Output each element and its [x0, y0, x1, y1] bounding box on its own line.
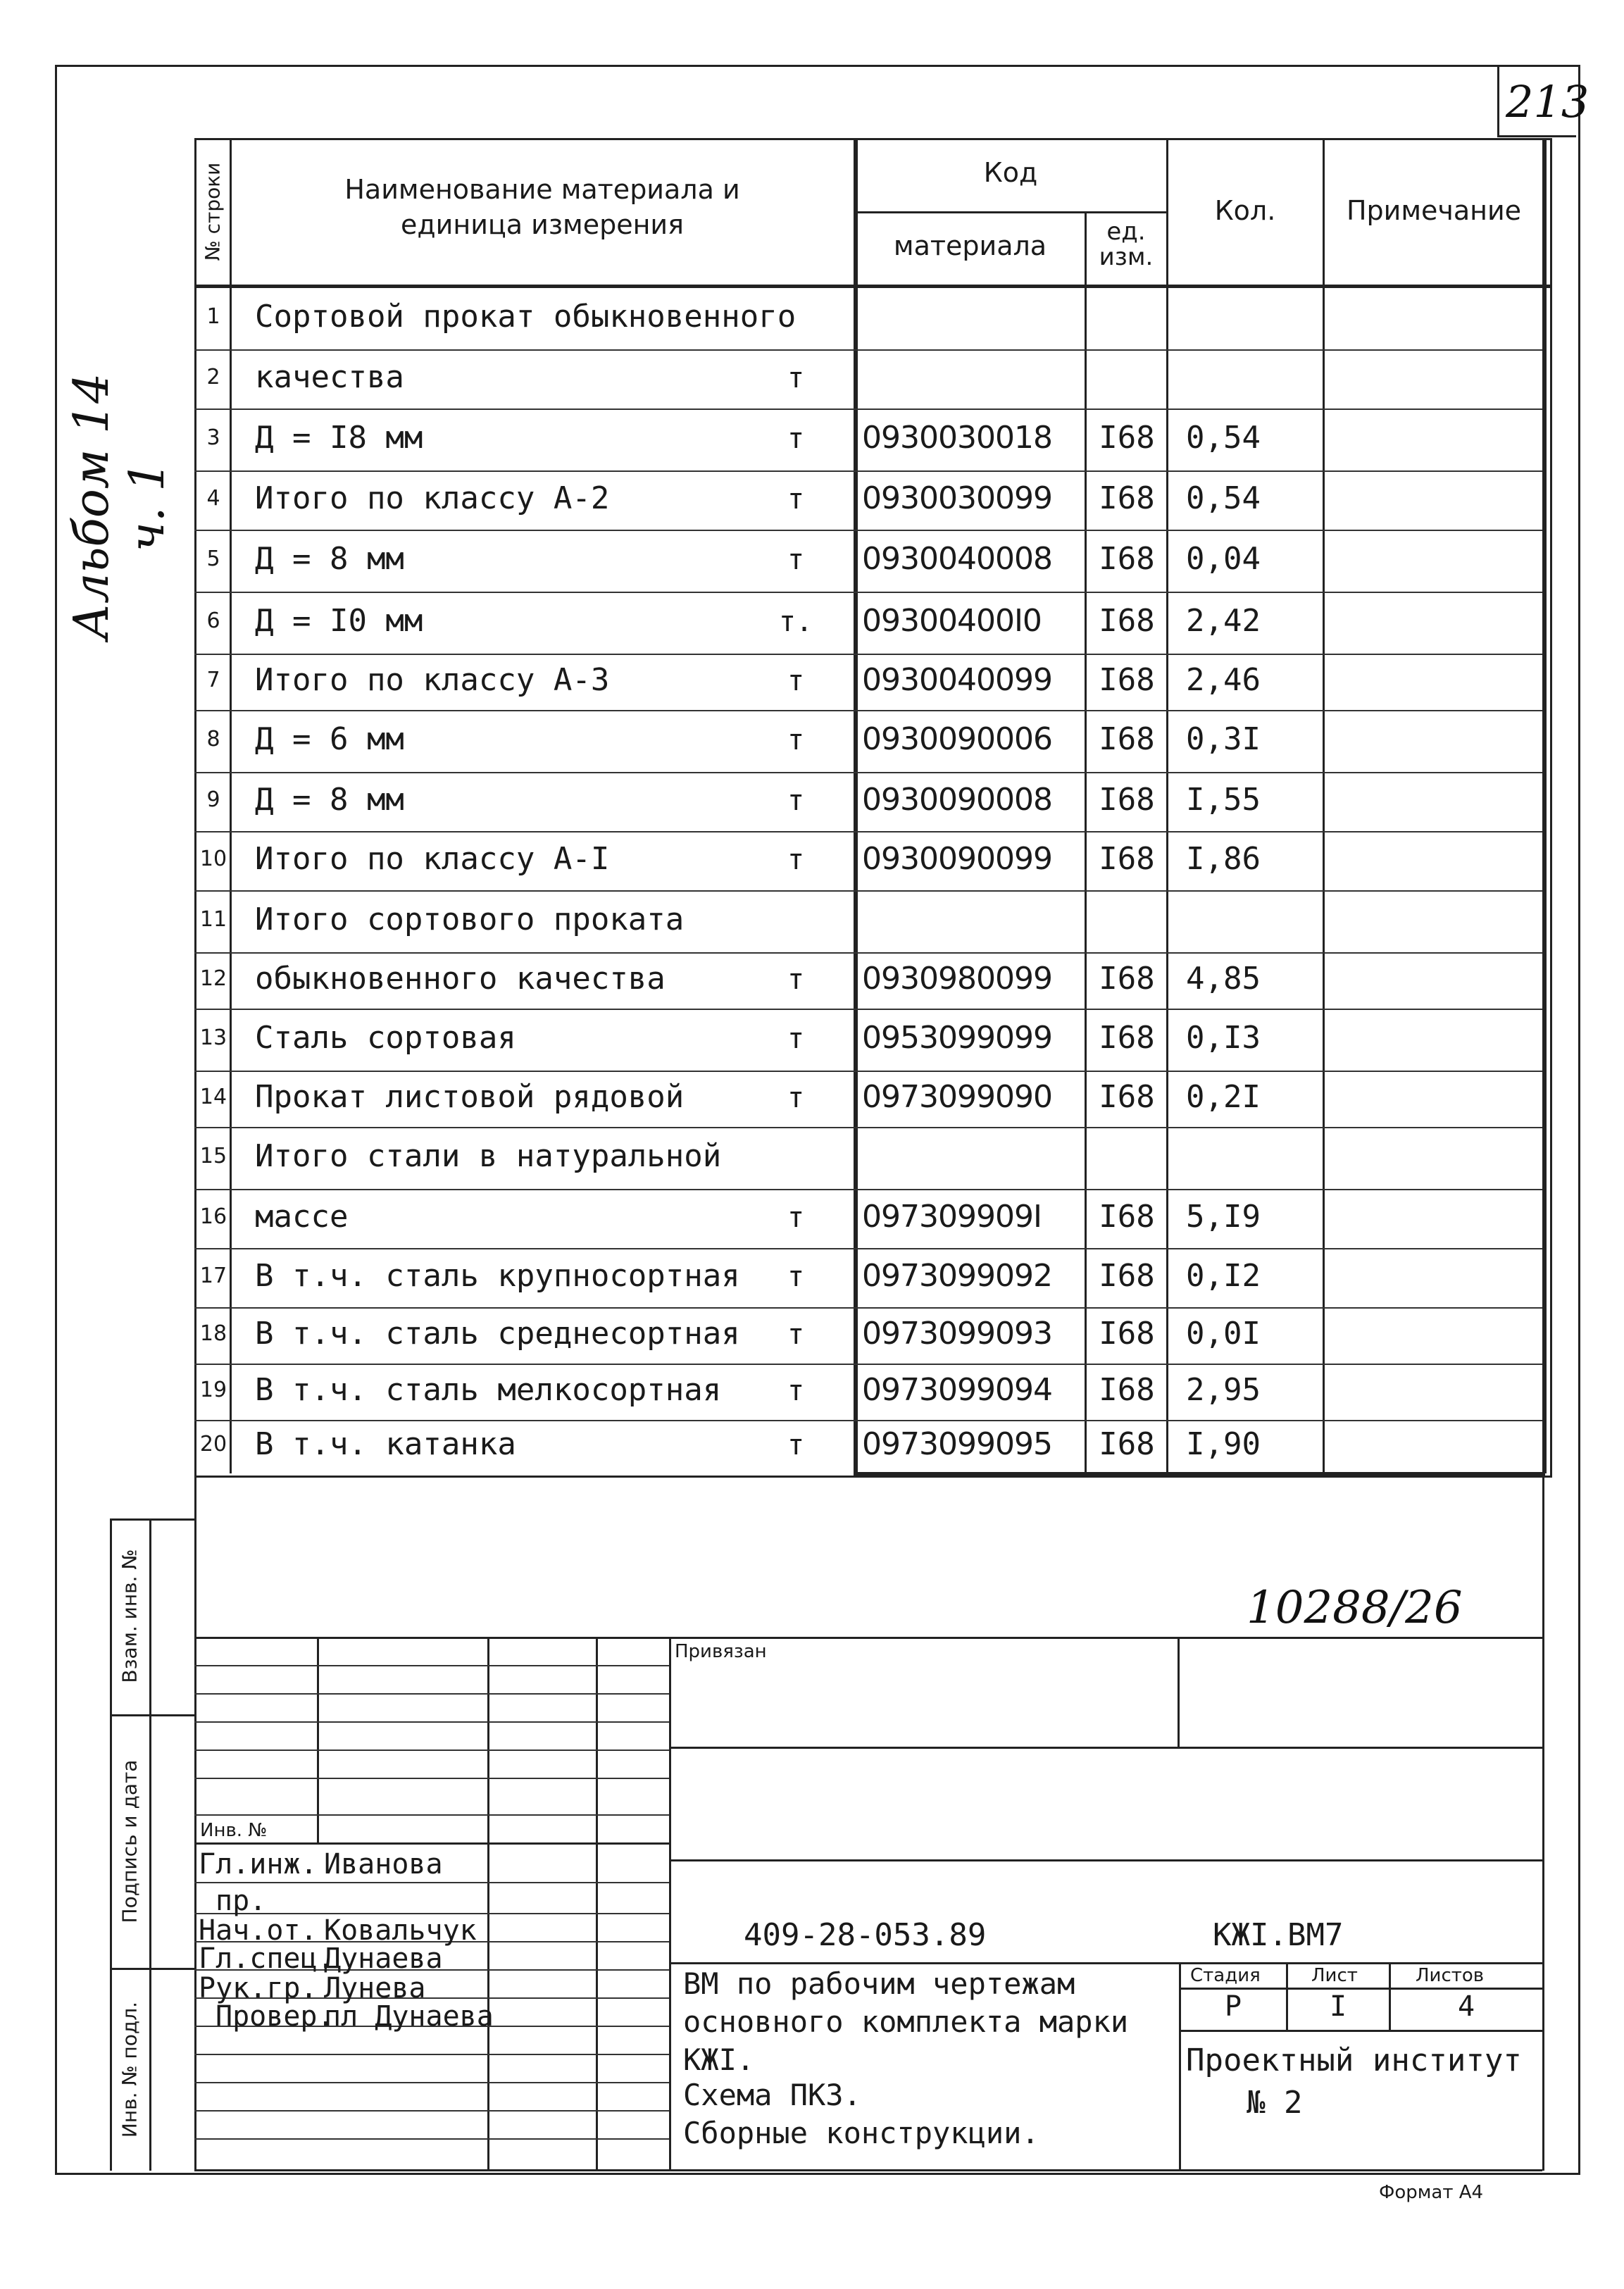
material-name: Д = 8 мм	[255, 541, 404, 577]
page-number-divider	[1497, 65, 1499, 135]
tb-grid-line	[194, 2110, 669, 2112]
unit-symbol: т	[787, 1318, 805, 1351]
col-line-rowno	[230, 138, 232, 1473]
tb-privyazan-bottom	[669, 1747, 1542, 1749]
col-line-code	[854, 138, 858, 1473]
header-bottom-line	[194, 285, 1550, 288]
col-line-note	[1323, 138, 1325, 1473]
unit-symbol: т	[787, 1202, 805, 1234]
doc-number: 409-28-053.89	[744, 1917, 987, 1953]
tb-grid-line	[194, 2138, 669, 2140]
unit-code: I68	[1099, 480, 1155, 516]
tb-stage-bottom	[1179, 2030, 1542, 2032]
tb-stage-header-bottom	[1179, 1988, 1542, 1990]
quantity: 0,I2	[1186, 1258, 1261, 1294]
side-strip-div2	[110, 1968, 196, 1970]
row-number: 10	[199, 847, 227, 871]
tb-grid-line	[194, 1721, 669, 1723]
unit-code: I68	[1099, 1372, 1155, 1408]
row-divider	[194, 470, 1542, 472]
material-name: Итого по классу А-2	[255, 480, 610, 516]
material-code: 0953099099	[862, 1020, 1052, 1056]
stage-label: Стадия	[1190, 1965, 1261, 1986]
tb-title-top	[669, 1859, 1542, 1861]
unit-code: I68	[1099, 541, 1155, 577]
header-note: Примечание	[1346, 195, 1522, 226]
unit-symbol: т	[787, 844, 805, 876]
tb-bottom	[194, 2169, 1542, 2171]
row-number: 18	[199, 1321, 227, 1346]
description-line: Сборные конструкции.	[683, 2116, 1039, 2150]
col-line-qty	[1166, 138, 1168, 1473]
header-name-line1: Наименование материала и	[344, 174, 740, 205]
unit-symbol: т	[787, 785, 805, 817]
material-name: Д = 8 мм	[255, 782, 404, 818]
tb-grid-line	[194, 2082, 669, 2083]
row-number: 12	[199, 966, 227, 991]
material-code: 09300400I0	[862, 603, 1042, 639]
row-divider	[194, 349, 1542, 351]
table-bottom-line	[854, 1472, 1545, 1476]
row-divider	[194, 592, 1542, 593]
row-divider	[194, 1127, 1542, 1128]
sheets-label: Листов	[1416, 1965, 1485, 1986]
code-subheader-line	[854, 211, 1166, 213]
side-strip-left	[110, 1518, 112, 2171]
row-divider	[194, 1071, 1542, 1072]
material-code: 0930090099	[862, 841, 1052, 877]
side-strip-div1	[110, 1714, 196, 1716]
unit-code: I68	[1099, 721, 1155, 757]
row-divider	[194, 408, 1542, 410]
sheet-value: I	[1329, 1990, 1347, 2023]
material-name: Прокат листовой рядовой	[255, 1079, 685, 1115]
row-number: 5	[206, 547, 220, 571]
header-code: Код	[983, 157, 1038, 188]
doc-mark: КЖI.ВМ7	[1213, 1917, 1344, 1953]
side-label-vzam: Взам. инв. №	[118, 1549, 142, 1683]
unit-symbol: т	[787, 665, 805, 697]
header-name-line2: единица измерения	[401, 209, 684, 240]
page-number: 213	[1506, 76, 1589, 127]
material-code: 0930090008	[862, 782, 1052, 818]
row-number: 1	[206, 304, 220, 329]
unit-code: I68	[1099, 1258, 1155, 1294]
unit-code: I68	[1099, 662, 1155, 698]
material-name: Итого по классу А-I	[255, 841, 610, 877]
header-code-material: материала	[893, 230, 1047, 261]
row-number: 19	[199, 1378, 227, 1402]
material-code: 097309909I	[862, 1199, 1042, 1235]
material-code: 0973099090	[862, 1079, 1052, 1115]
unit-code: I68	[1099, 420, 1155, 456]
tb-grid-line	[194, 1814, 669, 1816]
tb-left	[194, 1473, 196, 2171]
signature-name: Дунаева	[324, 1942, 443, 1975]
signature-name: Лунева	[324, 1972, 426, 2004]
signature-role: Рук.гр.	[199, 1972, 318, 2004]
quantity: I,55	[1186, 782, 1261, 818]
row-divider	[194, 1189, 1542, 1190]
material-name: В т.ч. сталь крупносортная	[255, 1258, 740, 1294]
quantity: 5,I9	[1186, 1199, 1261, 1235]
unit-symbol: т	[787, 963, 805, 996]
material-code: 0973099092	[862, 1258, 1052, 1294]
material-code: 0930040008	[862, 541, 1052, 577]
header-code-unit-1: ед.	[1106, 218, 1146, 246]
unit-symbol: т	[787, 483, 805, 516]
tb-right	[1542, 1473, 1544, 2171]
material-name: Д = I0 мм	[255, 603, 423, 639]
tb-col3	[596, 1637, 598, 2171]
row-number: 8	[206, 727, 220, 751]
unit-symbol: т	[787, 1375, 805, 1407]
material-code: 0973099093	[862, 1316, 1052, 1352]
row-number: 2	[206, 365, 220, 389]
unit-code: I68	[1099, 1079, 1155, 1115]
unit-code: I68	[1099, 1199, 1155, 1235]
material-name: В т.ч. сталь среднесортная	[255, 1316, 740, 1352]
description-line: Схема ПК3.	[683, 2078, 861, 2112]
tb-grid-line	[194, 1750, 669, 1751]
row-divider	[194, 890, 1542, 892]
stage-value: Р	[1224, 1990, 1242, 2023]
row-number: 14	[199, 1085, 227, 1109]
unit-symbol: т	[787, 1023, 805, 1055]
row-number: 15	[199, 1144, 227, 1168]
tb-grid-line	[194, 1665, 669, 1666]
unit-code: I68	[1099, 782, 1155, 818]
organization-line2: № 2	[1247, 2085, 1303, 2121]
unit-code: I68	[1099, 1316, 1155, 1352]
tb-grid-line	[194, 1842, 669, 1845]
sheet-label: Лист	[1311, 1965, 1358, 1986]
side-label-inv-podl: Инв. № подл.	[118, 2001, 142, 2138]
tb-col2	[487, 1637, 489, 2171]
tb-desc-top	[669, 1962, 1542, 1964]
material-name: массе	[255, 1199, 349, 1235]
material-code: 0930090006	[862, 721, 1052, 757]
tb-grid-line	[194, 1693, 669, 1695]
row-number: 9	[206, 787, 220, 812]
material-name: Сортовой прокат обыкновенного	[255, 299, 797, 335]
row-divider	[194, 1009, 1542, 1010]
material-code: 0930040099	[862, 662, 1052, 698]
unit-symbol: т	[787, 362, 805, 394]
tb-top	[194, 1637, 1542, 1639]
row-number: 3	[206, 425, 220, 450]
material-code: 0973099094	[862, 1372, 1052, 1408]
description-line: ВМ по рабочим чертежам	[683, 1966, 1075, 2001]
material-code: 0930030099	[862, 480, 1052, 516]
row-number: 11	[199, 907, 227, 932]
unit-code: I68	[1099, 1020, 1155, 1056]
material-name: Итого стали в натуральной	[255, 1138, 722, 1174]
unit-symbol: т.	[778, 606, 813, 638]
quantity: 4,85	[1186, 961, 1261, 997]
handwritten-number: 10288/26	[1247, 1582, 1463, 1634]
row-divider	[194, 1248, 1542, 1249]
row-number: 7	[206, 668, 220, 692]
quantity: 0,2I	[1186, 1079, 1261, 1115]
inv-no-label: Инв. №	[200, 1820, 268, 1841]
unit-symbol: т	[787, 724, 805, 756]
material-name: обыкновенного качества	[255, 961, 666, 997]
quantity: I,90	[1186, 1426, 1261, 1462]
row-divider	[194, 530, 1542, 531]
quantity: 0,3I	[1186, 721, 1261, 757]
sheets-value: 4	[1457, 1990, 1475, 2023]
row-divider	[194, 1364, 1542, 1365]
unit-symbol: т	[787, 1261, 805, 1293]
row-divider	[194, 1420, 1542, 1421]
page-number-divider-h	[1497, 135, 1576, 137]
side-strip-top	[110, 1518, 196, 1521]
tb-grid-line	[194, 1882, 669, 1883]
tb-col1	[317, 1637, 319, 1842]
row-divider	[194, 772, 1542, 773]
unit-code: I68	[1099, 1426, 1155, 1462]
header-qty: Кол.	[1214, 195, 1276, 226]
material-name: Итого по классу А-3	[255, 662, 610, 698]
header-code-unit-2: изм.	[1099, 243, 1154, 271]
quantity: I,86	[1186, 841, 1261, 877]
material-name: качества	[255, 359, 404, 395]
unit-code: I68	[1099, 841, 1155, 877]
material-code: 0973099095	[862, 1426, 1052, 1462]
quantity: 0,0I	[1186, 1316, 1261, 1352]
side-label-podpis: Подпись и дата	[118, 1759, 142, 1923]
row-number: 13	[199, 1025, 227, 1050]
organization-line1: Проектный институт	[1186, 2042, 1522, 2078]
col-line-unit	[1085, 211, 1087, 1473]
signature-name: Ковальчук	[324, 1914, 477, 1947]
signature-role: Гл.спец.	[199, 1942, 335, 1975]
tb-grid-line	[194, 1778, 669, 1779]
signature-role: Нач.от.	[199, 1914, 318, 1947]
unit-symbol: т	[787, 1082, 805, 1114]
format-label: Формат А4	[1379, 2182, 1484, 2203]
row-number: 16	[199, 1204, 227, 1229]
row-number: 20	[199, 1432, 227, 1457]
material-name: Д = 6 мм	[255, 721, 404, 757]
material-name: Сталь сортовая	[255, 1020, 516, 1056]
quantity: 0,04	[1186, 541, 1261, 577]
row-divider	[194, 831, 1542, 832]
privyazan-label: Привязан	[675, 1641, 767, 1662]
material-name: В т.ч. сталь мелкосортная	[255, 1372, 722, 1408]
unit-symbol: т	[787, 423, 805, 455]
quantity: 2,46	[1186, 662, 1261, 698]
signature-name: Иванова	[324, 1848, 443, 1881]
row-divider	[194, 710, 1542, 711]
row-number: 6	[206, 609, 220, 633]
tb-col4	[669, 1637, 671, 2171]
quantity: 0,I3	[1186, 1020, 1261, 1056]
signature-name: пл Дунаева	[324, 2000, 494, 2033]
col-line-right	[1542, 138, 1547, 1473]
unit-symbol: т	[787, 544, 805, 576]
description-line: основного комплекта марки	[683, 2004, 1129, 2039]
header-row-no: № строки	[201, 162, 225, 261]
material-name: В т.ч. катанка	[255, 1426, 516, 1462]
quantity: 2,42	[1186, 603, 1261, 639]
row-divider	[194, 952, 1542, 954]
row-number: 4	[206, 486, 220, 511]
tb-privyazan-right	[1178, 1637, 1180, 1747]
unit-code: I68	[1099, 961, 1155, 997]
signature-role: Провер.	[216, 2000, 335, 2033]
unit-code: I68	[1099, 603, 1155, 639]
material-name: Д = I8 мм	[255, 420, 423, 456]
signature-role: Гл.инж.	[199, 1848, 318, 1881]
row-divider	[194, 1307, 1542, 1309]
quantity: 0,54	[1186, 480, 1261, 516]
album-note: Альбом 14 ч. 1	[64, 373, 175, 640]
signature-role: пр.	[216, 1885, 267, 1917]
row-divider	[194, 654, 1542, 655]
quantity: 2,95	[1186, 1372, 1261, 1408]
quantity: 0,54	[1186, 420, 1261, 456]
side-strip-right	[149, 1518, 151, 2171]
material-code: 0930030018	[862, 420, 1052, 456]
tb-grid-line	[194, 2054, 669, 2055]
description-line: КЖI.	[683, 2042, 755, 2077]
unit-symbol: т	[787, 1429, 805, 1461]
material-name: Итого сортового проката	[255, 902, 685, 937]
row-number: 17	[199, 1264, 227, 1288]
material-code: 0930980099	[862, 961, 1052, 997]
